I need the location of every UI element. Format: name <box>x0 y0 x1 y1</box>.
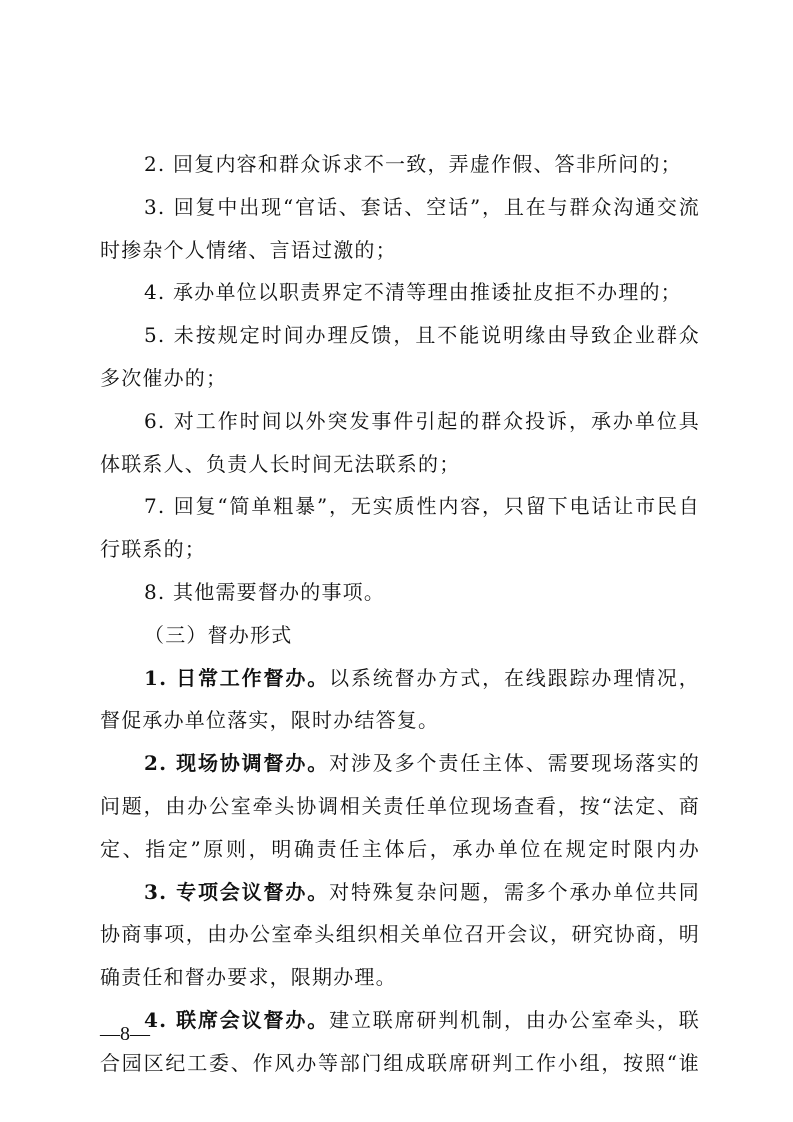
form-4-line-1: 4. 联席会议督办。建立联席研判机制，由办公室牵头，联 <box>144 1007 700 1032</box>
page-number: —8— <box>100 1023 150 1045</box>
form-2-title: 2. 现场协调督办。 <box>144 751 330 776</box>
body-text <box>100 143 700 1085</box>
form-4-title: 4. 联席会议督办。 <box>144 1007 330 1032</box>
list-item-3-line-2: 时掺杂个人情绪、言语过激的； <box>100 237 397 262</box>
list-item-7-line-1: 7. 回复“简单粗暴”，无实质性内容，只留下电话让市民自 <box>144 494 700 519</box>
form-2-line-1: 2. 现场协调督办。对涉及多个责任主体、需要现场落实的 <box>144 751 700 776</box>
list-item-6-line-1: 6. 对工作时间以外突发事件引起的群众投诉，承办单位具 <box>144 408 700 433</box>
list-item-5-line-2: 多次催办的； <box>100 365 228 390</box>
form-2-line-3: 定、指定”原则，明确责任主体后，承办单位在规定时限内办 <box>100 836 700 861</box>
form-3-line-3: 确责任和督办要求，限期办理。 <box>100 965 397 990</box>
list-item-6-line-2: 体联系人、负责人长时间无法联系的； <box>100 451 461 476</box>
form-2-line-2: 问题，由办公室牵头协调相关责任单位现场查看，按“法定、商 <box>100 793 700 818</box>
form-3-title: 3. 专项会议督办。 <box>144 879 330 904</box>
list-item-3-line-1: 3. 回复中出现“官话、套话、空话”，且在与群众沟通交流 <box>144 194 700 219</box>
form-4-line-2: 合园区纪工委、作风办等部门组成联席研判工作小组，按照“谁 <box>100 1050 700 1075</box>
list-item-8: 8. 其他需要督办的事项。 <box>144 579 386 604</box>
list-item-2: 2. 回复内容和群众诉求不一致，弄虚作假、答非所问的； <box>144 152 682 176</box>
form-1-line-2: 督促承办单位落实，限时办结答复。 <box>100 708 440 733</box>
section-heading: （三）督办形式 <box>144 622 293 647</box>
form-1-line-1: 1. 日常工作督办。以系统督办方式，在线跟踪办理情况， <box>144 665 700 690</box>
list-item-4: 4. 承办单位以职责界定不清等理由推诿扯皮拒不办理的； <box>144 280 682 305</box>
list-item-7-line-2: 行联系的； <box>100 537 206 562</box>
form-3-line-1: 3. 专项会议督办。对特殊复杂问题，需多个承办单位共同 <box>144 879 700 904</box>
form-3-line-2: 协商事项，由办公室牵头组织相关单位召开会议，研究协商，明 <box>100 922 700 947</box>
form-1-title: 1. 日常工作督办。 <box>144 665 330 690</box>
list-item-5-line-1: 5. 未按规定时间办理反馈，且不能说明缘由导致企业群众 <box>144 323 700 348</box>
